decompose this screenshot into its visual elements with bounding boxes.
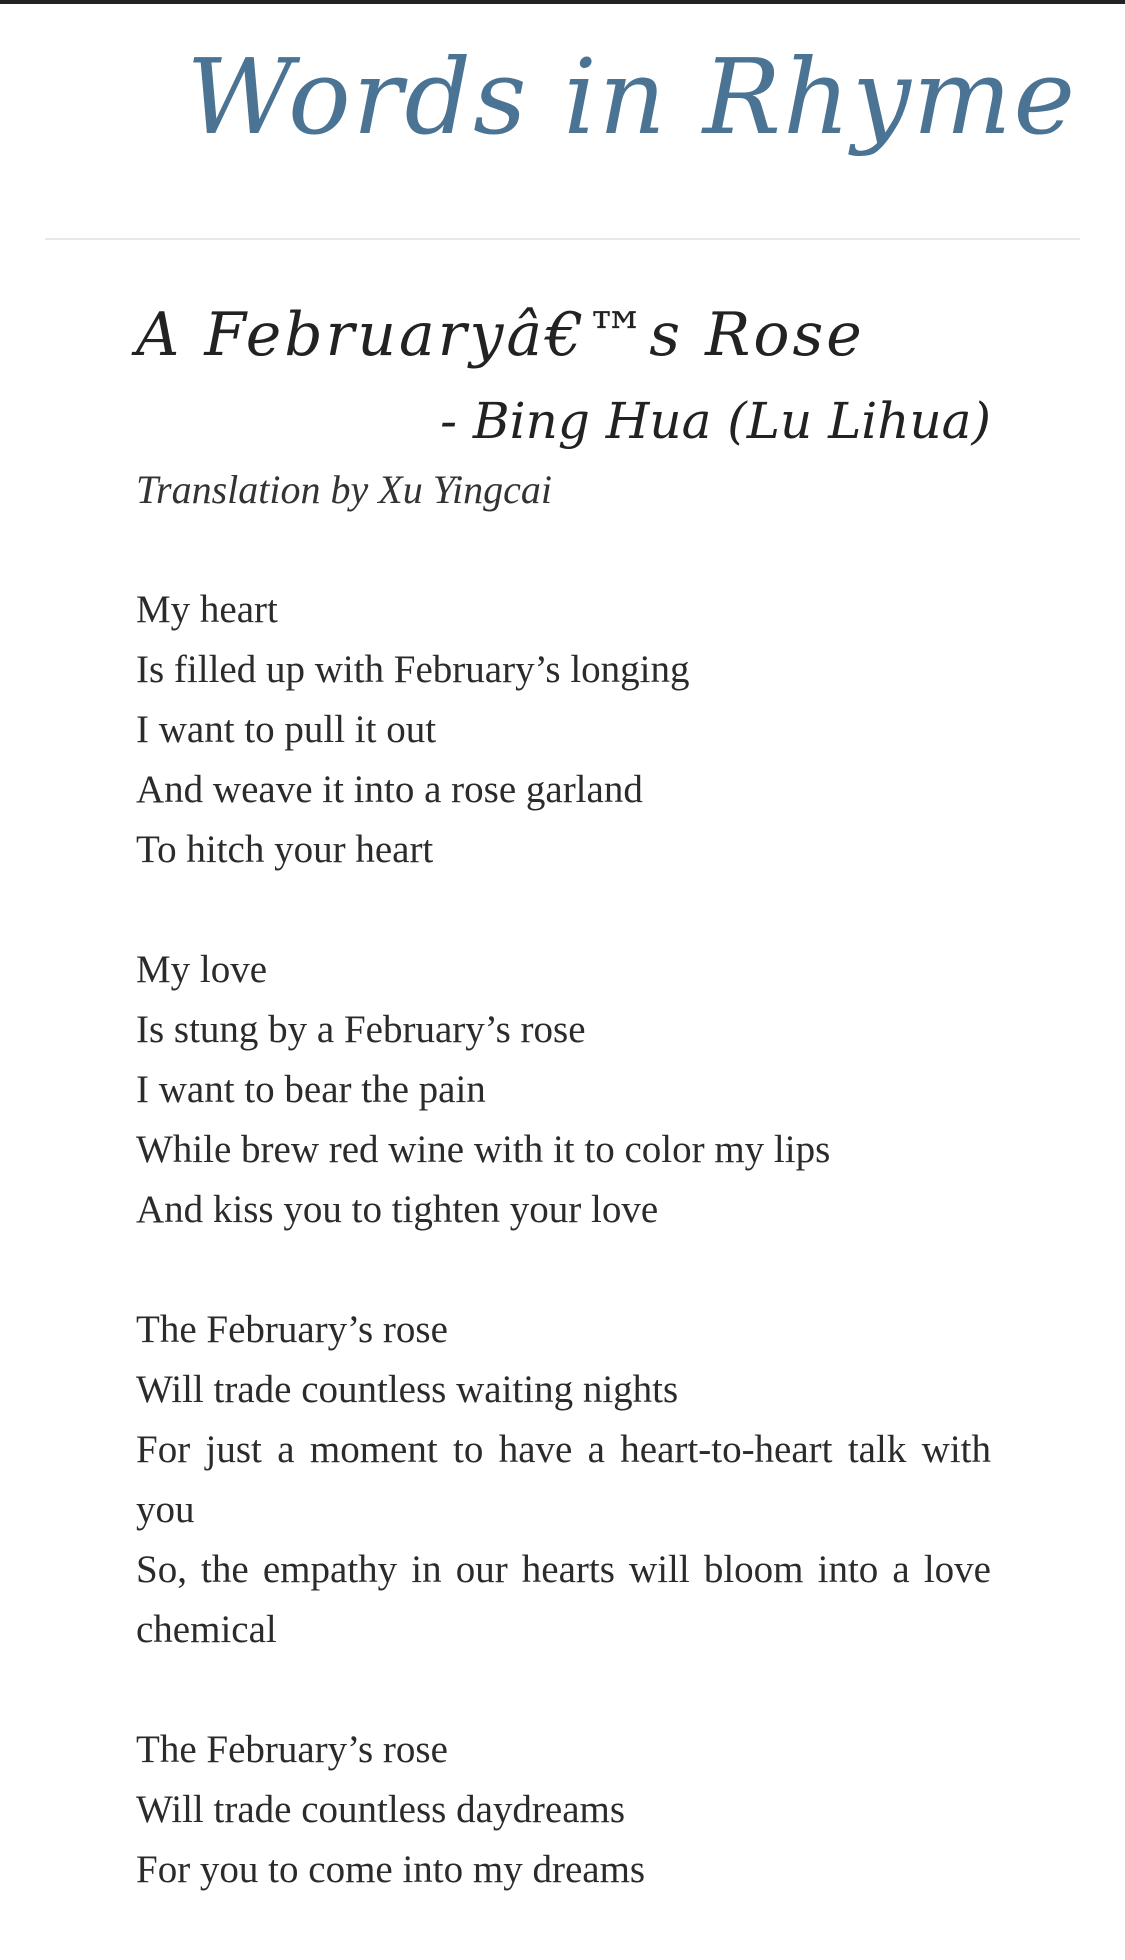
poem-title: A Februaryâ€™s Rose [136,300,865,370]
poem-line: For you to come into my dreams [136,1848,646,1891]
poem-line: So, the empathy in our hearts will bloom into a love chemical [136,1548,991,1651]
poem-line: Is filled up with February’s longing [136,648,690,691]
poem-line: And weave it into a rose garland [136,768,643,811]
poem-line: Will trade countless daydreams [136,1788,626,1831]
poem-line: The February’s rose [136,1308,448,1351]
site-header [0,4,1125,240]
poem-line: While brew red wine with it to color my lips [136,1128,831,1171]
poem-line: For just a moment to have a heart-to-heart talk with you [136,1428,991,1531]
poem-line: I want to bear the pain [136,1068,486,1111]
poem-line: And kiss you to tighten your love [136,1188,659,1231]
poem-line: I want to pull it out [136,708,437,751]
header-divider [45,238,1080,240]
poem-line: Is stung by a February’s rose [136,1008,586,1051]
stanza [136,1300,991,1660]
stanza [136,580,991,880]
poem-line: My love [136,948,268,991]
poem-line: My heart [136,588,278,631]
poem-line: The February’s rose [136,1728,448,1771]
stanza [136,940,991,1240]
poem-line: To hitch your heart [136,828,434,871]
poem-body [136,580,991,1900]
stanza [136,1720,991,1900]
site-title[interactable]: Words in Rhyme [186,36,1077,158]
poem-article [136,290,991,1960]
poem-author: - Bing Hua (Lu Lihua) [440,392,991,450]
translator-credit: Translation by Xu Yingcai [136,467,552,512]
poem-line: Will trade countless waiting nights [136,1368,679,1411]
